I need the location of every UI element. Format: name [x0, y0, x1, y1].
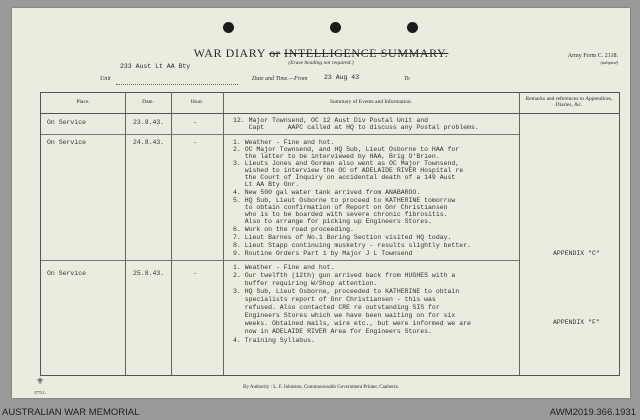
- entry-date: 23.8.43.: [133, 119, 165, 126]
- page-title: [12, 46, 630, 61]
- punch-hole: [407, 22, 418, 33]
- entry-line: 6. Work on the road proceeding.: [233, 226, 354, 233]
- unit-line: [116, 84, 238, 85]
- title-main: WAR DIARY: [193, 46, 266, 60]
- entry-date: 24.8.43.: [133, 139, 165, 146]
- printer-authority: By Authority : L. F. Johnston, Commonwealth Government Printer, Canberra.: [243, 385, 399, 390]
- punch-hole: [330, 22, 341, 33]
- entry-line: 12. Major Townsend, OC 12 Aust Div Postal Unit and: [233, 117, 429, 124]
- credit-accession: AWM2019.366.1931: [549, 407, 636, 418]
- entry-line: who is to be boarded with severe chronic fibrositis.: [233, 211, 448, 218]
- column-divider: [519, 93, 520, 375]
- entry-line: 2. Our twelfth (12th) gun arrived back from HUGHES with a: [233, 272, 456, 279]
- entry-line: 1. Weather - Fine and hot.: [233, 139, 335, 146]
- column-divider: [125, 93, 126, 375]
- punch-hole: [223, 22, 234, 33]
- archive-credit-bar: [0, 404, 640, 420]
- entry-line: 4. Training Syllabus.: [233, 337, 315, 344]
- entry-line: Also to arrange for picking up Engineers Stores.: [233, 218, 432, 225]
- entry-line: 9. Routine Orders Part 1 by Major J L Townsend: [233, 250, 413, 257]
- header-divider: [41, 113, 619, 114]
- entry-line: now in ADELAIDE RIVER Area for Engineers Stores.: [233, 328, 432, 335]
- entry-hour: -: [193, 139, 197, 146]
- remark-appendix-f: APPENDIX "F": [553, 319, 600, 326]
- entry-line: weeks. Obtained mails, wire etc., but were informed we are: [233, 320, 471, 327]
- col-header-summary: Summary of Events and Information.: [329, 99, 413, 105]
- entry-line: Capt AAPC called at HQ to discuss any Postal problems.: [233, 124, 479, 131]
- remark-appendix-c: APPENDIX "C": [553, 250, 600, 257]
- army-form-number: Army Form C. 2118.: [567, 53, 618, 59]
- col-header-date: Date.: [142, 99, 154, 105]
- army-form-label: [568, 53, 618, 66]
- entry-line: refused. Also contacted CRE re outstanding SIS for: [233, 304, 440, 311]
- title-or: or: [269, 46, 281, 60]
- entry-line: Lt AA Bty Gnr.: [233, 181, 300, 188]
- diary-page: [12, 8, 630, 398]
- to-label: To: [404, 76, 410, 82]
- entry-place: On Service: [47, 119, 87, 126]
- entry-divider: [41, 260, 519, 261]
- date-from-value: 23 Aug 43: [324, 74, 360, 81]
- entry-line: buffer requiring W/Shop attention.: [233, 280, 378, 287]
- entry-line: 3. Lieuts Jones and Gorman also went as OC Major Townsend,: [233, 160, 460, 167]
- entry-line: the latter to be interviewed by HAA, Brig O'Brien.: [233, 153, 440, 160]
- entry-line: 2. OC Major Townsend, and HQ Sub, Lieut Osborne to HAA for: [233, 146, 460, 153]
- form-code: 3775.L.: [34, 390, 47, 395]
- entry-line: 5. HQ Sub, Lieut Osborne to proceed to KATHERINE tomorrow: [233, 197, 456, 204]
- entry-place: On Service: [47, 270, 87, 277]
- army-form-note: (adapted): [600, 60, 618, 66]
- entry-line: 3. HQ Sub, Lieut Osborne, proceeded to KATHERINE to obtain: [233, 288, 460, 295]
- entry-divider: [41, 134, 519, 135]
- entry-line: 1. Weather - Fine and hot.: [233, 264, 335, 271]
- entry-date: 25.8.43.: [133, 270, 165, 277]
- entry-line: specialists report of Gnr Christiansen - this was: [233, 296, 436, 303]
- unit-value: 233 Aust Lt AA Bty: [120, 63, 191, 70]
- col-header-place: Place.: [76, 99, 90, 105]
- entry-hour: -: [193, 119, 197, 126]
- title-struck: INTELLIGENCE SUMMARY.: [284, 46, 449, 60]
- col-header-hour: Hour.: [190, 99, 204, 105]
- entry-line: 8. Lieut Stapp continuing musketry - results slightly better.: [233, 242, 471, 249]
- column-divider: [171, 93, 172, 375]
- title-note: (Erase heading not required.): [288, 60, 354, 66]
- col-header-remarks: Remarks and references to Appendices, Diaries, &c.: [525, 96, 613, 109]
- credit-institution: AUSTRALIAN WAR MEMORIAL: [2, 407, 140, 418]
- entry-line: 7. Lieut Barnes of No.1 Boring Section visited HQ today.: [233, 234, 452, 241]
- date-label: Date and Time.—From: [252, 76, 308, 82]
- entry-place: On Service: [47, 139, 87, 146]
- entry-line: to obtain confirmation of Report on Gnr Christiansen: [233, 204, 448, 211]
- entry-line: 4. New 500 gal water tank arrived from ANABAROO.: [233, 189, 421, 196]
- entry-line: wished to interview the OC of ADELAIDE RIVER Hospital re: [233, 167, 464, 174]
- entry-hour: -: [193, 270, 197, 277]
- entry-line: Engineers Stores which we have been waiting on for six: [233, 312, 456, 319]
- unit-label: Unit: [100, 76, 111, 82]
- entry-line: the Court of Inquiry on accidental death of a 149 Aust: [233, 174, 456, 181]
- printer-mark-icon: ⚜: [36, 376, 45, 386]
- column-divider: [223, 93, 224, 375]
- diary-table: [40, 92, 620, 376]
